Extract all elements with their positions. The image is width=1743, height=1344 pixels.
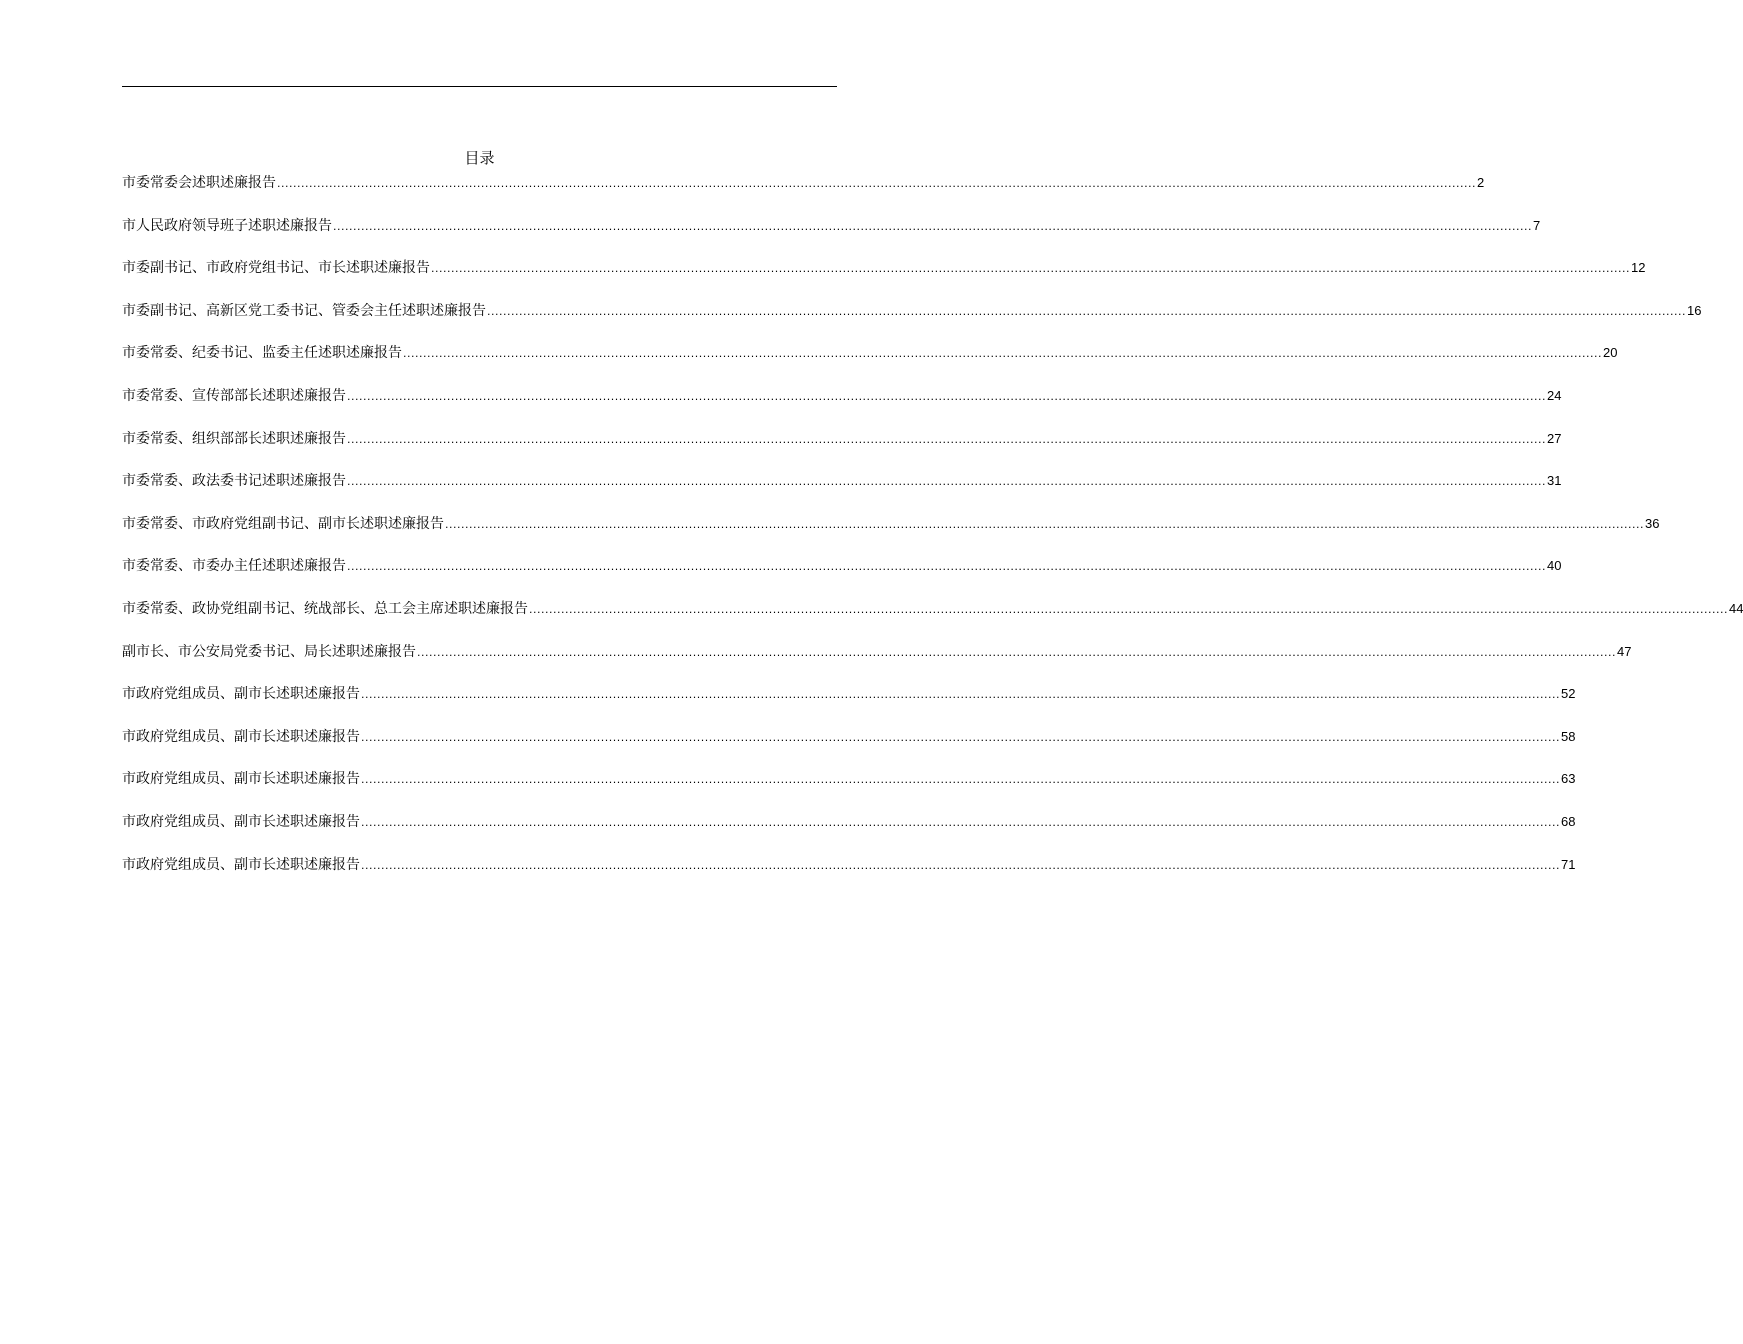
table-of-contents: [122, 173, 1743, 875]
toc-dot-leader: ............................................................................................................................................................................................................................................................................................................: [347, 432, 1546, 446]
toc-entry-title: 市政府党组成员、副市长述职述廉报告: [122, 771, 360, 788]
toc-dot-leader: ............................................................................................................................................................................................................................................................................................................: [403, 347, 1602, 361]
toc-entry-title: 市委副书记、市政府党组书记、市长述职述廉报告: [122, 260, 430, 277]
toc-page-number: 36: [1644, 515, 1660, 531]
toc-entry-title: 市政府党组成员、副市长述职述廉报告: [122, 813, 360, 830]
toc-entry[interactable]: [122, 173, 1485, 193]
toc-dot-leader: ............................................................................................................................................................................................................................................................................................................: [347, 389, 1546, 403]
toc-entry[interactable]: [122, 471, 1562, 491]
toc-dot-leader: ............................................................................................................................................................................................................................................................................................................: [445, 517, 1644, 531]
toc-page-number: 27: [1546, 430, 1562, 446]
toc-title: 目录: [464, 149, 495, 167]
toc-page-number: 31: [1546, 473, 1562, 489]
toc-page-number: 12: [1630, 260, 1646, 276]
toc-entry-title: 市委副书记、高新区党工委书记、管委会主任述职述廉报告: [122, 302, 486, 319]
toc-entry[interactable]: [122, 812, 1576, 832]
toc-page-number: 40: [1546, 558, 1562, 574]
toc-page-number: 20: [1602, 345, 1618, 361]
header-rule: [122, 86, 837, 87]
toc-dot-leader: ............................................................................................................................................................................................................................................................................................................: [361, 730, 1560, 744]
toc-entry[interactable]: [122, 429, 1562, 449]
toc-page-number: 71: [1560, 856, 1576, 872]
toc-entry-title: 市政府党组成员、副市长述职述廉报告: [122, 856, 360, 873]
toc-entry-title: 市委常委、组织部部长述职述廉报告: [122, 430, 346, 447]
toc-entry-title: 市委常委、政法委书记述职述廉报告: [122, 473, 346, 490]
toc-dot-leader: ............................................................................................................................................................................................................................................................................................................: [333, 219, 1532, 233]
toc-dot-leader: ............................................................................................................................................................................................................................................................................................................: [347, 560, 1546, 574]
toc-entry[interactable]: [122, 599, 1743, 619]
toc-page-number: 58: [1560, 728, 1576, 744]
toc-entry-title: 市委常委会述职述廉报告: [122, 175, 276, 191]
toc-entry[interactable]: [122, 769, 1576, 789]
toc-entry-title: 市委常委、宣传部部长述职述廉报告: [122, 387, 346, 404]
toc-entry-title: 副市长、市公安局党委书记、局长述职述廉报告: [122, 643, 416, 660]
toc-page-number: 16: [1686, 302, 1702, 318]
toc-entry-title: 市政府党组成员、副市长述职述廉报告: [122, 686, 360, 703]
toc-entry[interactable]: [122, 684, 1576, 704]
toc-page-number: 68: [1560, 813, 1576, 829]
toc-dot-leader: ............................................................................................................................................................................................................................................................................................................: [347, 475, 1546, 489]
toc-entry-title: 市政府党组成员、副市长述职述廉报告: [122, 728, 360, 745]
toc-page-number: 52: [1560, 686, 1576, 702]
toc-page-number: 7: [1532, 217, 1541, 233]
toc-entry[interactable]: [122, 727, 1576, 747]
toc-entry[interactable]: [122, 301, 1702, 321]
toc-dot-leader: ............................................................................................................................................................................................................................................................................................................: [487, 304, 1686, 318]
toc-entry[interactable]: [122, 216, 1541, 236]
toc-page-number: 24: [1546, 387, 1562, 403]
toc-entry[interactable]: [122, 343, 1618, 363]
toc-entry-title: 市委常委、市委办主任述职述廉报告: [122, 558, 346, 575]
toc-dot-leader: ............................................................................................................................................................................................................................................................................................................: [361, 858, 1560, 872]
toc-page-number: 44: [1728, 600, 1743, 616]
toc-entry-title: 市委常委、纪委书记、监委主任述职述廉报告: [122, 345, 402, 362]
toc-entry[interactable]: [122, 258, 1646, 278]
toc-dot-leader: ............................................................................................................................................................................................................................................................................................................: [431, 262, 1630, 276]
toc-page-number: 63: [1560, 771, 1576, 787]
toc-dot-leader: ............................................................................................................................................................................................................................................................................................................: [361, 688, 1560, 702]
toc-dot-leader: ............................................................................................................................................................................................................................................................................................................: [361, 773, 1560, 787]
toc-dot-leader: ............................................................................................................................................................................................................................................................................................................: [417, 645, 1616, 659]
toc-dot-leader: ............................................................................................................................................................................................................................................................................................................: [361, 815, 1560, 829]
toc-entry-title: 市人民政府领导班子述职述廉报告: [122, 217, 332, 234]
toc-dot-leader: ............................................................................................................................................................................................................................................................................................................: [529, 602, 1728, 616]
toc-entry[interactable]: [122, 514, 1660, 534]
toc-entry[interactable]: [122, 855, 1576, 875]
toc-entry-title: 市委常委、政协党组副书记、统战部长、总工会主席述职述廉报告: [122, 600, 528, 617]
toc-page-number: 47: [1616, 643, 1632, 659]
toc-dot-leader: ............................................................................................................................................................................................................................................................................................................: [277, 177, 1476, 190]
toc-entry[interactable]: [122, 642, 1632, 662]
toc-entry[interactable]: [122, 556, 1562, 576]
toc-page-number: 2: [1476, 175, 1485, 190]
toc-entry-title: 市委常委、市政府党组副书记、副市长述职述廉报告: [122, 515, 444, 532]
toc-entry[interactable]: [122, 386, 1562, 406]
